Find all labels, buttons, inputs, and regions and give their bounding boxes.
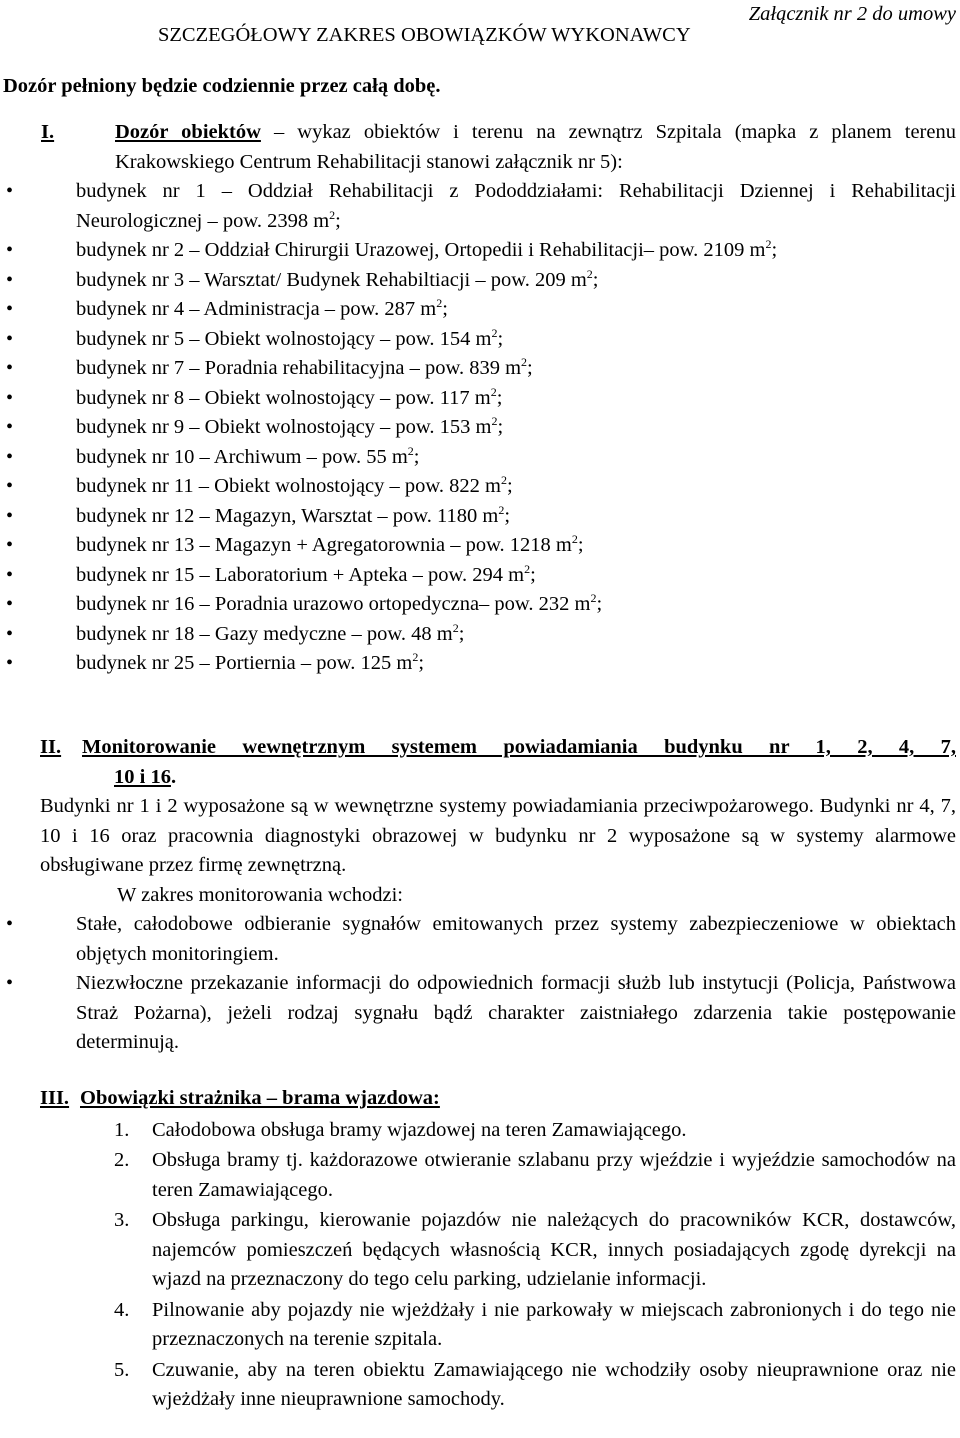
section-2-title-line1: Monitorowanie wewnętrznym systemem powiadamiania budynku nr 1, 2, 4, 7, <box>82 736 956 758</box>
building-list-item <box>0 384 960 414</box>
area-unit-superscript: 2 <box>407 443 414 458</box>
building-list-item <box>0 236 960 266</box>
duty-number: 1. <box>114 1118 130 1141</box>
section-2-heading <box>0 733 960 792</box>
building-list-item <box>0 590 960 620</box>
item-terminator: ; <box>335 209 341 232</box>
area-unit-superscript: 2 <box>436 296 443 311</box>
building-text: budynek nr 15 – Laboratorium + Apteka – pow. 294 m <box>76 563 525 586</box>
lead-sentence: Dozór pełniony będzie codziennie przez całą dobę. <box>3 75 441 97</box>
area-unit-superscript: 2 <box>524 561 531 576</box>
duty-item <box>0 1296 960 1355</box>
building-list-item <box>0 413 960 443</box>
item-terminator: ; <box>530 563 536 586</box>
building-text: budynek nr 1 – Oddział Rehabilitacji z Pododdziałami: Rehabilitacji Dziennej i Rehabilitacji Neurologicznej – pow. 2398 m <box>76 180 956 232</box>
building-list-item <box>0 325 960 355</box>
section-1 <box>0 118 960 679</box>
building-text: budynek nr 2 – Oddział Chirurgii Urazowej, Ortopedii i Rehabilitacji– pow. 2109 m <box>76 239 766 261</box>
section-1-intro-text: – wykaz obiektów i terenu na zewnątrz Szpitala (mapka z planem terenu Krakowskiego Centrum Rehabilitacji stanowi załącznik nr 5): <box>115 121 956 173</box>
monitoring-scope-item: • Stałe, całodobowe odbieranie sygnałów emitowanych przez systemy zabezpieczeniowe w obiektach objętych monitoringiem. <box>0 910 960 969</box>
duty-number: 2. <box>114 1149 130 1171</box>
duty-text: Całodobowa obsługa bramy wjazdowej na teren Zamawiającego. <box>152 1118 687 1141</box>
building-list-item <box>0 266 960 296</box>
building-text: budynek nr 3 – Warsztat/ Budynek Rehabiltiacji – pow. 209 m <box>76 268 587 291</box>
document-title: SZCZEGÓŁOWY ZAKRES OBOWIĄZKÓW WYKONAWCY <box>158 24 691 46</box>
section-1-intro <box>0 118 960 177</box>
item-terminator: ; <box>496 386 503 409</box>
building-text: budynek nr 7 – Poradnia rehabilitacyjna – pow. 839 m <box>76 357 522 379</box>
duty-item <box>0 1146 960 1205</box>
item-terminator: ; <box>592 268 599 291</box>
building-text: budynek nr 16 – Poradnia urazowo ortopedyczna– pow. 232 m <box>76 593 591 615</box>
item-terminator: ; <box>418 652 425 674</box>
section-2-title-line2: 10 i 16 <box>114 765 171 788</box>
building-list-item <box>0 443 960 473</box>
duty-text: Czuwanie, aby na teren obiektu Zamawiającego nie wchodziły osoby nieuprawnione oraz nie wjeżdżały inne nieuprawnione samochody. <box>152 1358 956 1410</box>
section-2 <box>0 733 960 1058</box>
annex-label: Załącznik nr 2 do umowy <box>748 3 956 25</box>
section-1-title: Dozór obiektów <box>115 121 261 143</box>
section-2-title-dot: . <box>170 765 177 788</box>
duty-text: Obsługa bramy tj. każdorazowe otwieranie szlabanu przy wjeździe i wyjeździe samochodów na teren Zamawiającego. <box>152 1149 956 1201</box>
building-text: budynek nr 18 – Gazy medyczne – pow. 48 m <box>76 622 453 645</box>
item-terminator: ; <box>413 445 420 468</box>
area-unit-superscript: 2 <box>452 620 459 635</box>
area-unit-superscript: 2 <box>521 355 528 370</box>
duty-item <box>0 1206 960 1295</box>
duty-text: Pilnowanie aby pojazdy nie wjeżdżały i nie parkowały w miejscach zabronionych i do tego nie przeznaczonych na terenie szpitala. <box>152 1298 956 1350</box>
item-terminator: ; <box>458 622 465 645</box>
monitoring-scope-item: • Niezwłoczne przekazanie informacji do odpowiednich formacji służb lub instytucji (Policja, Państwowa Straż Pożarna), jeżeli rodzaj sygnału bądź charakter zaistniałego zdarzenia takie postępowanie determinują. <box>0 969 960 1058</box>
guard-duties-list <box>0 1116 960 1415</box>
section-2-number: II. <box>40 736 62 758</box>
building-list-item <box>0 649 960 679</box>
duty-number: 5. <box>114 1358 130 1381</box>
building-list-item <box>0 295 960 325</box>
section-1-number: I. <box>41 121 55 143</box>
duty-item <box>0 1116 960 1146</box>
duty-number: 3. <box>114 1209 130 1231</box>
area-unit-superscript: 2 <box>490 384 497 399</box>
duty-text: Obsługa parkingu, kierowanie pojazdów nie należących do pracowników KCR, dostawców, najemców pomieszczeń będących własnością KCR, innych posiadających zgodę dyrekcji na wjazd na przeznaczony do tego celu parking, udzielanie informacji. <box>152 1209 956 1290</box>
area-unit-superscript: 2 <box>590 591 597 606</box>
area-unit-superscript: 2 <box>586 266 593 281</box>
item-terminator: ; <box>442 298 448 320</box>
item-terminator: ; <box>506 475 513 497</box>
item-terminator: ; <box>596 593 603 615</box>
building-text: budynek nr 11 – Obiekt wolnostojący – pow. 822 m <box>76 475 501 497</box>
building-list <box>0 177 960 679</box>
building-text: budynek nr 5 – Obiekt wolnostojący – pow. 154 m <box>76 327 492 350</box>
duty-item <box>0 1356 960 1415</box>
area-unit-superscript: 2 <box>329 207 336 222</box>
building-list-item <box>0 502 960 532</box>
item-terminator: ; <box>497 327 504 350</box>
item-terminator: ; <box>497 416 504 438</box>
area-unit-superscript: 2 <box>491 414 498 429</box>
item-terminator: ; <box>527 357 533 379</box>
section-3-number: III. <box>40 1087 70 1109</box>
duty-number: 4. <box>114 1298 130 1321</box>
building-text: budynek nr 4 – Administracja – pow. 287 m <box>76 298 437 320</box>
section-3 <box>0 1084 960 1416</box>
area-unit-superscript: 2 <box>571 532 578 547</box>
area-unit-superscript: 2 <box>765 237 772 252</box>
area-unit-superscript: 2 <box>412 650 419 665</box>
scope-label: W zakres monitorowania wchodzi: <box>117 883 403 906</box>
building-text: budynek nr 13 – Magazyn + Agregatorownia – pow. 1218 m <box>76 534 572 556</box>
area-unit-superscript: 2 <box>491 325 498 340</box>
area-unit-superscript: 2 <box>500 473 507 488</box>
building-list-item <box>0 620 960 650</box>
building-text: budynek nr 9 – Obiekt wolnostojący – pow. 153 m <box>76 416 492 438</box>
building-list-item <box>0 354 960 384</box>
building-list-item <box>0 472 960 502</box>
building-list-item <box>0 561 960 591</box>
section-3-title: Obowiązki strażnika – brama wjazdowa: <box>80 1087 440 1109</box>
building-text: budynek nr 8 – Obiekt wolnostojący – pow. 117 m <box>76 386 491 409</box>
item-terminator: ; <box>504 504 511 527</box>
item-terminator: ; <box>577 534 584 556</box>
monitoring-scope-list <box>0 910 960 1058</box>
building-list-item <box>0 531 960 561</box>
building-text: budynek nr 12 – Magazyn, Warsztat – pow. 1180 m <box>76 504 499 527</box>
item-terminator: ; <box>771 239 778 261</box>
building-list-item <box>0 177 960 236</box>
area-unit-superscript: 2 <box>498 502 505 517</box>
building-text: budynek nr 10 – Archiwum – pow. 55 m <box>76 445 408 468</box>
section-2-paragraph: Budynki nr 1 i 2 wyposażone są w wewnętrzne systemy powiadamiania przeciwpożarowego. Budynki nr 4, 7, 10 i 16 oraz pracownia diagnostyki obrazowej w budynku nr 2 wyposażone są w systemy alarmowe obsługiwane przez firmę zewnętrzną. <box>40 795 956 876</box>
building-text: budynek nr 25 – Portiernia – pow. 125 m <box>76 652 413 674</box>
